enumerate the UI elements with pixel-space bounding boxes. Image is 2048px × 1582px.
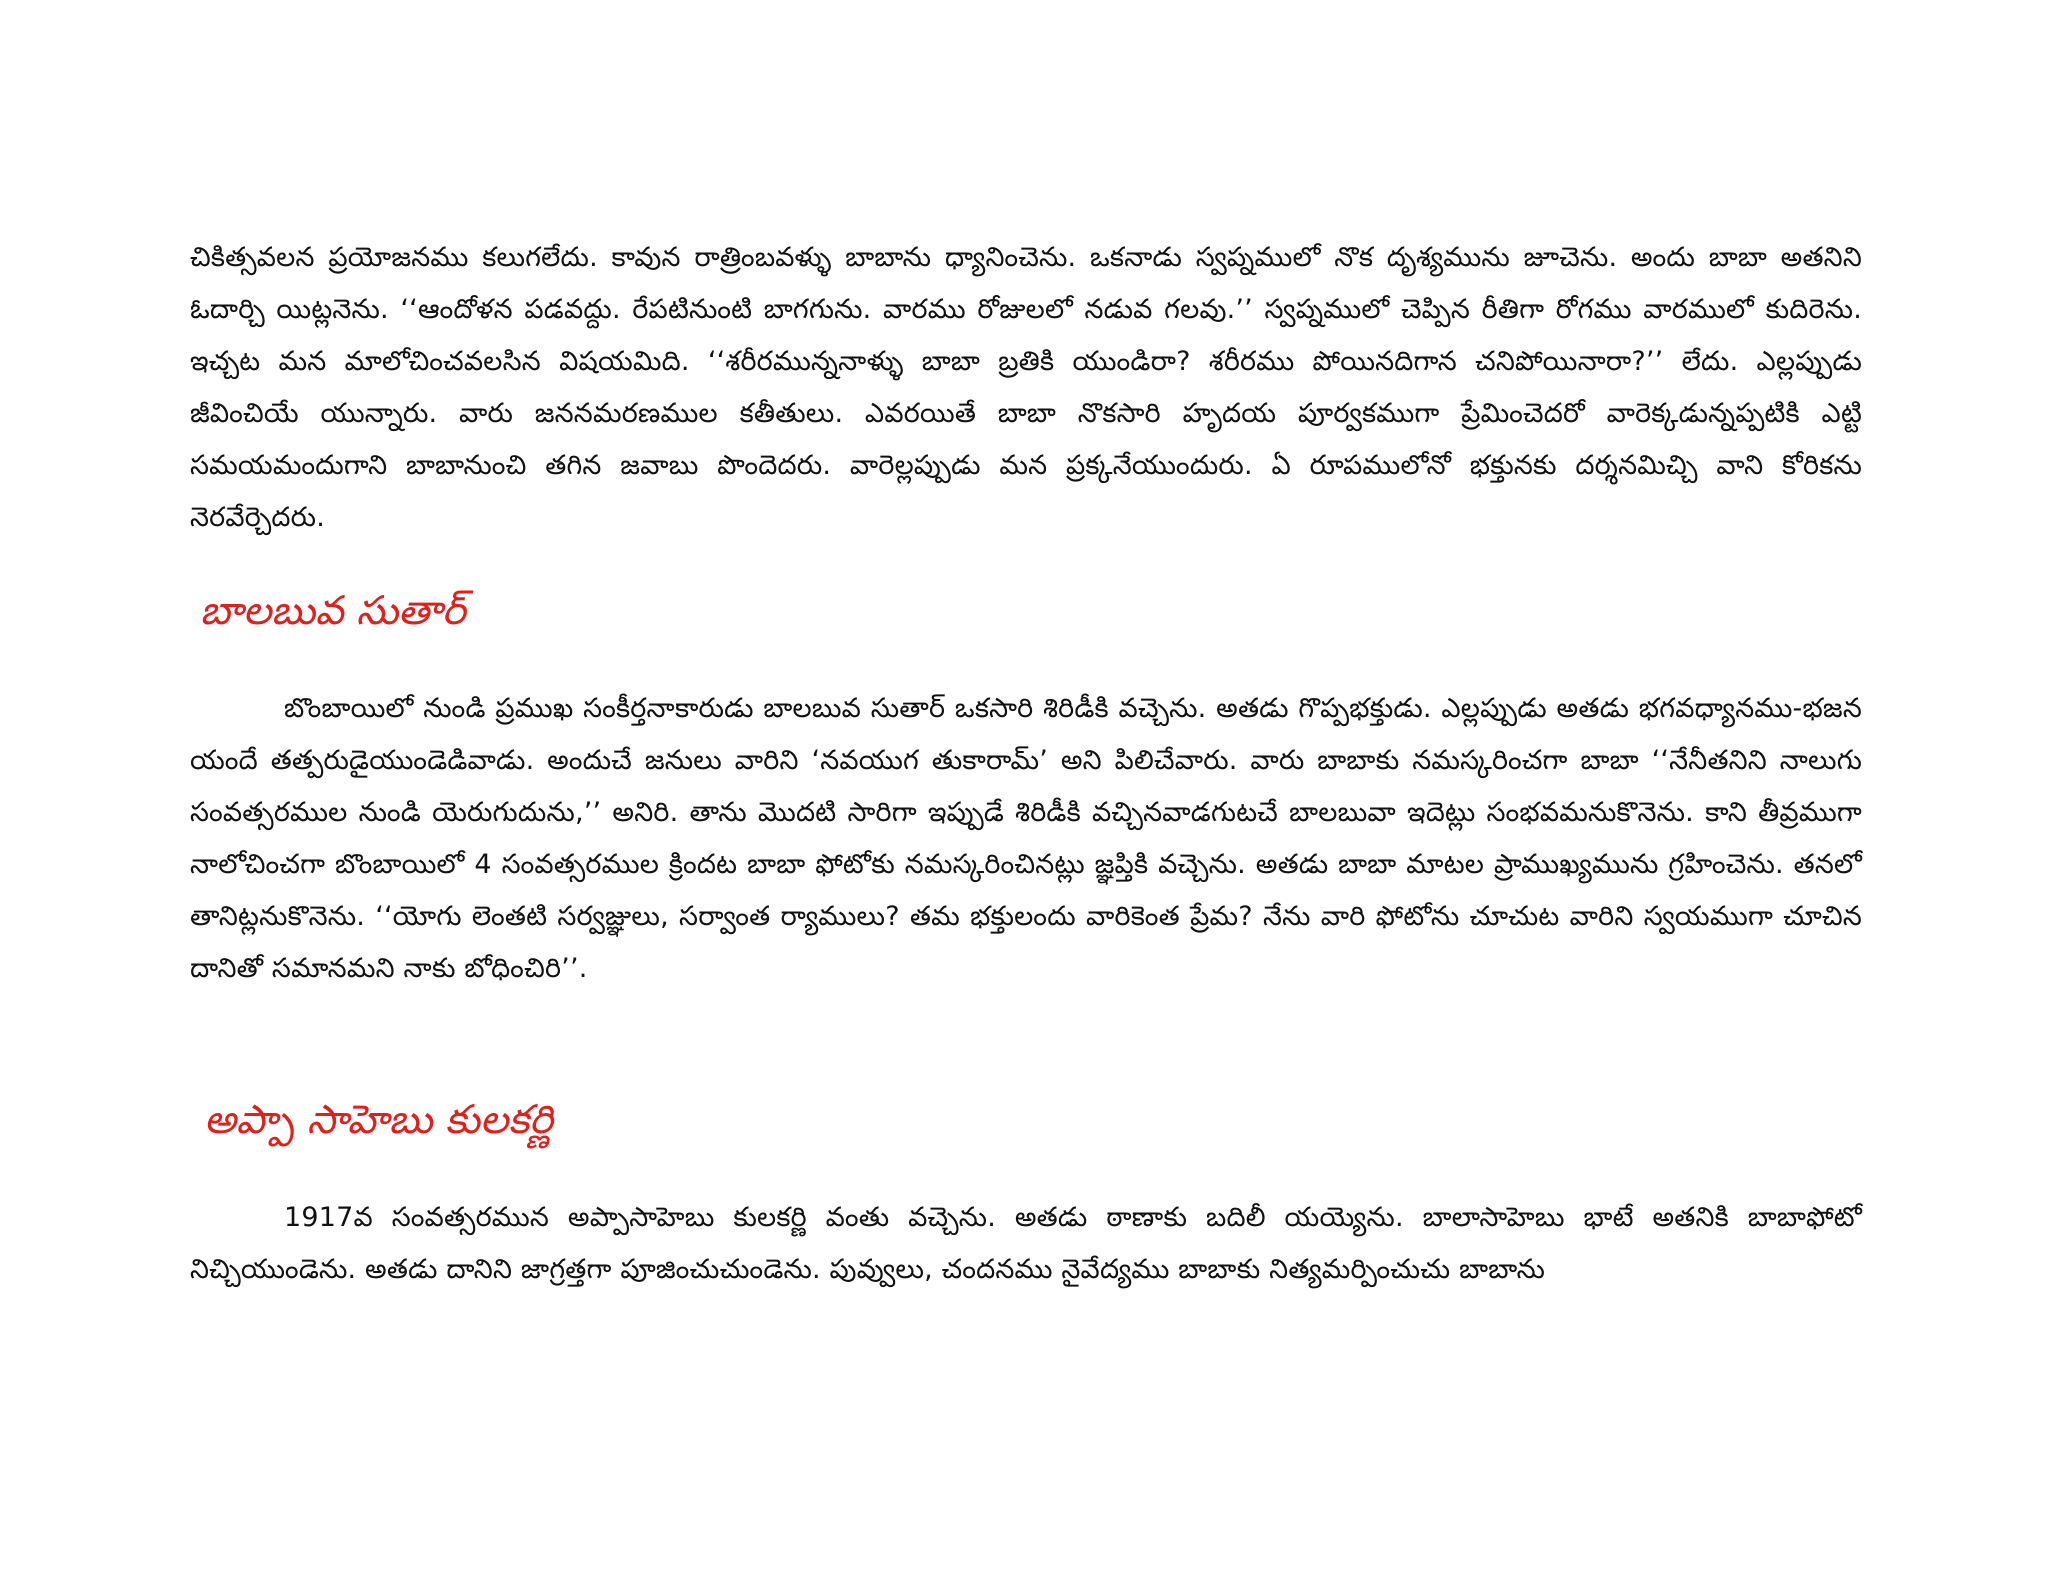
section-heading: అప్పా సాహెబు కులకర్ణి	[204, 1097, 553, 1143]
section-heading: బాలబువ సుతార్	[200, 588, 466, 634]
paragraph-text: చికిత్సవలన ప్రయోజనము కలుగలేదు. కావున రాత్రింబవళ్ళు బాబాను ధ్యానించెను. ఒకనాడు స్వప్నములో నొక దృశ్యమును జూచెను. అందు బాబా అతనిని ఓదార్చి యిట్లనెను. ‘‘ఆందోళన పడవద్దు. రేపటినుంటి బాగగును. వారము రోజులలో నడువ గలవు.’’ స్వప్నములో చెప్పిన రీతిగా రోగము వారములో కుదిరెను. ఇచ్చట మన మాలోచించవలసిన విషయమిది. ‘‘శరీరమున్ననాళ్ళు బాబా బ్రతికి యుండిరా? శరీరము పోయినదిగాన చనిపోయినారా?’’ లేదు. ఎల్లప్పుడు జీవించియే యున్నారు. వారు జననమరణముల కతీతులు. ఎవరయితే బాబా నొకసారి హృదయ పూర్వకముగా ప్రేమించెదరో వారెక్కడున్నప్పటికి ఎట్టి సమయమందుగాని బాబానుంచి తగిన జవాబు పొందెదరు. వారెల్లప్పుడు మన ప్రక్కనేయుందురు. ఏ రూపములోనో భక్తునకు దర్శనమిచ్చి వాని కోరికను నెరవేర్చెదరు.	[190, 242, 1862, 533]
paragraph-text: 1917వ సంవత్సరమున అప్పాసాహెబు కులకర్ణి వంతు వచ్చెను. అతడు ఠాణాకు బదిలీ యయ్యెను. బాలాసాహెబు భాటే అతనికి బాబాఫోటో నిచ్చియుండెను. అతడు దానిని జాగ్రత్తగా పూజించుచుండెను. పువ్వులు, చందనము నైవేద్యము బాబాకు నిత్యమర్పించుచు బాబాను	[190, 1202, 1862, 1285]
paragraph-text: బొంబాయిలో నుండి ప్రముఖ సంకీర్తనాకారుడు బాలబువ సుతార్ ఒకసారి శిరిడీకి వచ్చెను. అతడు గొప్పభక్తుడు. ఎల్లప్పుడు అతడు భగవధ్యానము-భజన యందే తత్పరుడైయుండెడివాడు. అందుచే జనులు వారిని ‘నవయుగ తుకారామ్’ అని పిలిచేవారు. వారు బాబాకు నమస్కరించగా బాబా ‘‘నేనీతనిని నాలుగు సంవత్సరముల నుండి యెరుగుదును,’’ అనిరి. తాను మొదటి సారిగా ఇప్పుడే శిరిడీకి వచ్చినవాడగుటచే బాలబువా ఇదెట్లు సంభవమనుకొనెను. కాని తీవ్రముగా నాలోచించగా బొంబాయిలో 4 సంవత్సరముల క్రిందట బాబా ఫోటోకు నమస్కరించినట్లు జ్ఞప్తికి వచ్చెను. అతడు బాబా మాటల ప్రాముఖ్యమును గ్రహించెను. తనలో తానిట్లనుకొనెను. ‘‘యోగు లెంతటి సర్వజ్ఞులు, సర్వాంత ర్యాములు? తమ భక్తులందు వారికెంత ప్రేమ? నేను వారి ఫోటోను చూచుట వారిని స్వయముగా చూచిన దానితో సమానమని నాకు బోధించిరి’’.	[190, 693, 1862, 984]
